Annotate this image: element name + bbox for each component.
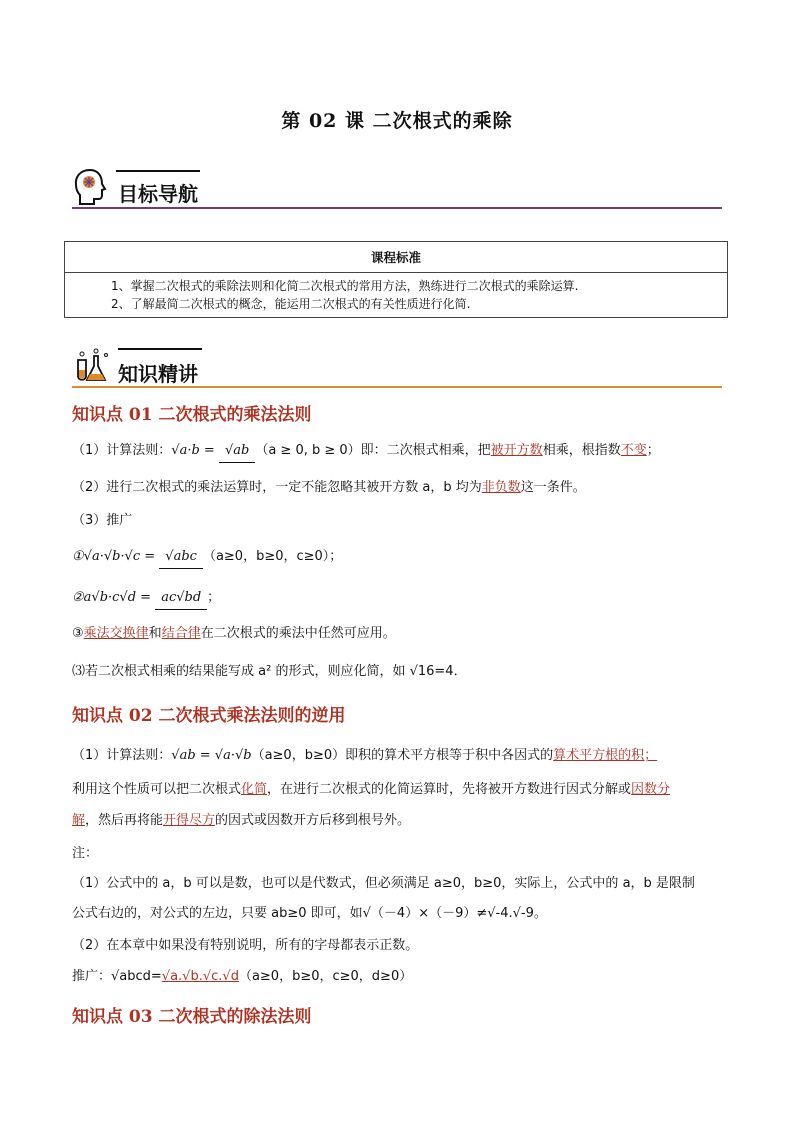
- kp1-l1-underline-2: 不变: [620, 443, 647, 458]
- kp1-l4-answer: √abc: [159, 546, 203, 569]
- kp1-line-3: （3）推广: [72, 513, 133, 528]
- kp1-line-5: [72, 587, 724, 610]
- kp2-l3-mid: ，然后再将能: [85, 813, 164, 828]
- nav-section-header: [72, 168, 722, 210]
- knowledge-section-header: [72, 346, 722, 388]
- kp1-l2-pre: （2）进行二次根式的乘法运算时，一定不能忽略其被开方数 a，b 均为: [72, 480, 482, 495]
- kp2-heading: 知识点 02 二次根式乘法法则的逆用: [72, 706, 346, 726]
- kp1-l6-underline-2: 结合律: [161, 626, 201, 641]
- kp1-l5-answer: ac√bd: [155, 587, 207, 610]
- kp2-l2-pre: 利用这个性质可以把二次根式: [72, 782, 242, 797]
- kp1-l1-formula-right: √ab: [219, 440, 255, 463]
- kp2-line-1: [72, 745, 724, 767]
- kp1-l1-mid: 相乘，根指数: [542, 443, 621, 458]
- nav-section-rule: [72, 207, 722, 209]
- knowledge-section-label: 知识精讲: [118, 362, 198, 386]
- kp2-generalization: [72, 966, 724, 988]
- kp1-line-2: [72, 477, 724, 499]
- kp2-note-2: 公式右边的，对公式的左边，只要 ab≥0 即可，如√（－4）×（－9）≠√-4.√-9。: [72, 906, 547, 921]
- kp1-l6-mid: 和: [148, 626, 162, 641]
- nav-section-label: 目标导航: [118, 182, 198, 206]
- kp1-l5-end: ；: [207, 590, 221, 605]
- kp1-line-1: [72, 440, 724, 463]
- knowledge-section-rule: [72, 386, 722, 388]
- kp1-l6-pre: ③: [72, 626, 84, 641]
- page-title: 第 02 课 二次根式的乘除: [281, 110, 513, 132]
- kp2-l3-underline-1: 解: [72, 813, 86, 828]
- course-standard-body: [65, 273, 728, 318]
- kp1-line-7: ⑶若二次根式相乘的结果能写成 a² 的形式，则应化简，如 √16=4．: [72, 664, 467, 679]
- kp3-heading: 知识点 03 二次根式的除法法则: [72, 1007, 312, 1027]
- kp1-l5-formula: ②a√b·c√d =: [72, 590, 152, 605]
- kp2-gen-pre: 推广：√abcd=: [72, 969, 162, 984]
- kp2-l3-end: 的因式或因数开方后移到根号外。: [215, 813, 411, 828]
- kp2-l1-underline: 算术平方根的积；: [553, 748, 658, 763]
- kp2-l1-pre: （1）计算法则：: [72, 748, 172, 763]
- kp1-l1-formula-left: √a·b =: [171, 443, 215, 458]
- kp1-l6-end: 在二次根式的乘法中任然可应用。: [200, 626, 396, 641]
- kp1-l1-pre: （1）计算法则：: [72, 443, 172, 458]
- standard-item: 1、掌握二次根式的乘除法则和化简二次根式的常用方法，熟练进行二次根式的乘除运算.: [111, 279, 579, 293]
- kp2-line-3: [72, 810, 724, 832]
- kp2-note-3: （2）在本章中如果没有特别说明，所有的字母都表示正数。: [72, 938, 419, 953]
- kp1-l2-end: 这一条件。: [520, 480, 586, 495]
- course-standard-table: [64, 241, 728, 318]
- kp2-gen-end: （a≥0，b≥0，c≥0，d≥0）: [238, 969, 413, 984]
- kp1-l4-formula: ①√a·√b·√c =: [72, 549, 156, 564]
- kp1-line-4: [72, 546, 724, 569]
- kp2-l3-underline-2: 开得尽方: [163, 813, 216, 828]
- kp2-line-2: [72, 779, 724, 801]
- kp1-l6-underline-1: 乘法交换律: [83, 626, 149, 641]
- course-standard-header: 课程标准: [65, 242, 728, 273]
- kp1-l2-underline: 非负数: [481, 480, 521, 495]
- kp2-note-1: （1）公式中的 a，b 可以是数，也可以是代数式，但必须满足 a≥0，b≥0，实际上，公式中的 a，b 是限制: [72, 876, 695, 891]
- brain-head-icon: [72, 168, 108, 206]
- flask-icon: [72, 346, 112, 386]
- kp1-l1-underline-1: 被开方数: [490, 443, 543, 458]
- kp1-l4-cond: （a≥0，b≥0，c≥0）；: [202, 549, 343, 564]
- kp2-l1-formula: √ab = √a·√b: [171, 748, 252, 763]
- kp2-l2-underline-2: 因数分: [631, 782, 671, 797]
- kp2-note-label: 注：: [72, 846, 99, 861]
- kp2-l2-underline-1: 化简: [241, 782, 268, 797]
- kp1-l1-cond: （a ≥ 0, b ≥ 0）即：二次根式相乘，把: [255, 443, 491, 458]
- kp2-gen-underline: √a.√b.√c.√d: [161, 969, 239, 984]
- kp1-heading: 知识点 01 二次根式的乘法法则: [72, 405, 312, 425]
- kp1-line-6: [72, 623, 724, 645]
- kp2-l2-mid: ，在进行二次根式的化简运算时，先将被开方数进行因式分解或: [267, 782, 632, 797]
- kp2-l1-mid: （a≥0，b≥0）即积的算术平方根等于积中各因式的: [251, 748, 554, 763]
- kp1-l1-end: ；: [646, 443, 660, 458]
- standard-item: 2、了解最简二次根式的概念，能运用二次根式的有关性质进行化简.: [111, 297, 471, 311]
